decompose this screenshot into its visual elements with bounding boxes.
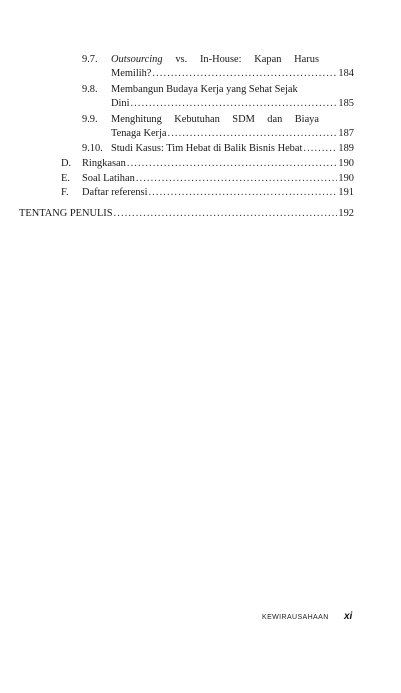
dot-leader bbox=[130, 97, 337, 110]
page-number: 185 bbox=[338, 98, 354, 109]
entry-title-word: SDM bbox=[232, 114, 255, 125]
entry-number: 9.9. bbox=[82, 114, 98, 125]
entry-title: Soal Latihan bbox=[82, 173, 135, 184]
dot-leader bbox=[136, 172, 338, 185]
entry-title-word: Outsourcing bbox=[111, 54, 163, 65]
dot-leader bbox=[168, 127, 338, 140]
dot-leader bbox=[148, 186, 337, 199]
entry-title-word: In-House: bbox=[199, 54, 242, 65]
page-number: 184 bbox=[338, 68, 354, 79]
entry-title: Tenaga Kerja bbox=[111, 128, 167, 139]
toc-entry[interactable] bbox=[19, 207, 354, 220]
toc-entry-title-line1[interactable] bbox=[111, 53, 319, 66]
page-number: 190 bbox=[338, 158, 354, 169]
entry-title-word: Menghitung bbox=[111, 114, 162, 125]
toc-entry[interactable] bbox=[111, 97, 354, 110]
page-number: 190 bbox=[338, 173, 354, 184]
running-footer-title: KEWIRAUSAHAAN bbox=[262, 614, 329, 621]
dot-leader bbox=[127, 157, 338, 170]
footer-page-number: xi bbox=[344, 611, 353, 622]
dot-leader bbox=[114, 207, 338, 220]
entry-title-word: Kapan bbox=[254, 54, 282, 65]
toc-entry-title-line1[interactable] bbox=[111, 113, 319, 126]
entry-title: Ringkasan bbox=[82, 158, 126, 169]
page-number: 187 bbox=[338, 128, 354, 139]
entry-title: Memilih? bbox=[111, 68, 152, 79]
toc-entry[interactable] bbox=[82, 157, 354, 170]
dot-leader bbox=[152, 67, 337, 80]
entry-title-word: vs. bbox=[175, 54, 188, 65]
entry-title: TENTANG PENULIS bbox=[19, 208, 113, 219]
entry-title-word: Harus bbox=[294, 54, 319, 65]
entry-title: Membangun Budaya Kerja yang Sehat Sejak bbox=[111, 84, 298, 95]
toc-entry-title-line1[interactable] bbox=[111, 83, 319, 96]
entry-title: Dini bbox=[111, 98, 130, 109]
entry-title-word: Kebutuhan bbox=[174, 114, 220, 125]
entry-number: F. bbox=[61, 187, 69, 198]
entry-number: 9.8. bbox=[82, 84, 98, 95]
entry-title: Daftar referensi bbox=[82, 187, 148, 198]
toc-entry[interactable] bbox=[111, 142, 354, 155]
entry-title-word: dan bbox=[267, 114, 283, 125]
page-number: 192 bbox=[338, 208, 354, 219]
entry-number: D. bbox=[61, 158, 72, 169]
toc-entry[interactable] bbox=[111, 67, 354, 80]
entry-number: E. bbox=[61, 173, 70, 184]
toc-entry[interactable] bbox=[82, 172, 354, 185]
page-number: 189 bbox=[338, 143, 354, 154]
entry-number: 9.7. bbox=[82, 54, 98, 65]
page-number: 191 bbox=[338, 187, 354, 198]
dot-leader bbox=[303, 142, 337, 155]
entry-number: 9.10. bbox=[82, 143, 103, 154]
toc-entry[interactable] bbox=[82, 186, 354, 199]
toc-entry[interactable] bbox=[111, 127, 354, 140]
entry-title: Studi Kasus: Tim Hebat di Balik Bisnis Hebat bbox=[111, 143, 303, 154]
entry-title-word: Biaya bbox=[294, 114, 319, 125]
